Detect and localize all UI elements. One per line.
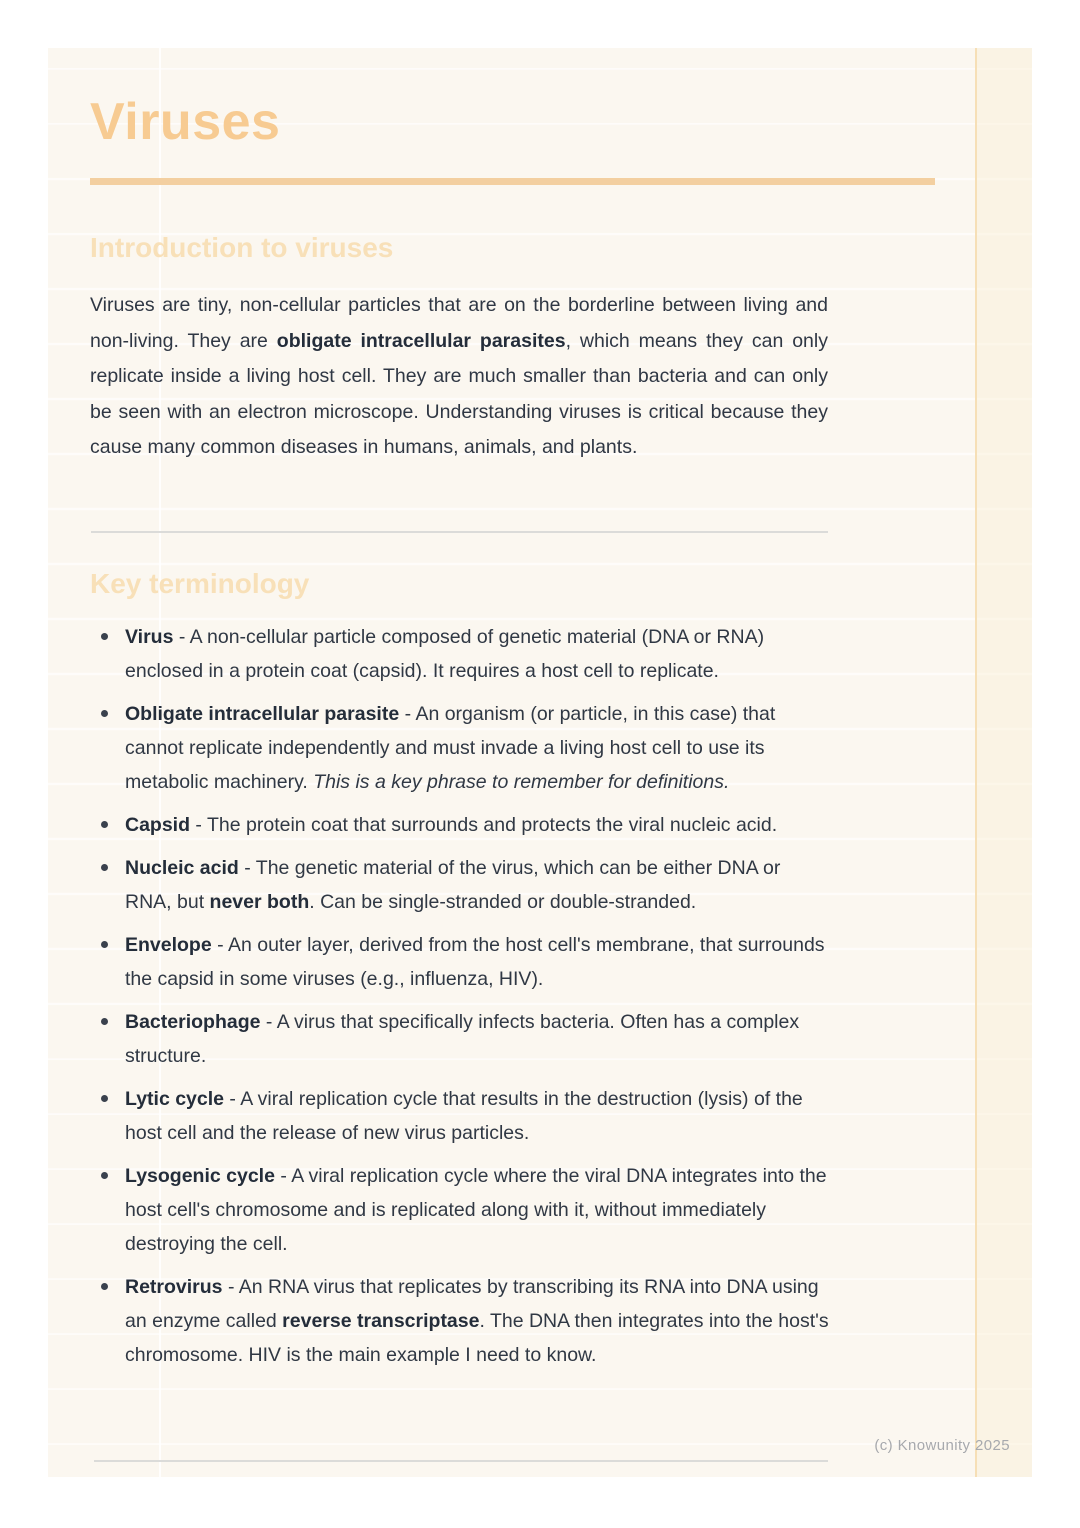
text-segment-bold: Envelope [125,934,212,956]
text-segment-bold: never both [209,891,310,913]
term-list-item [90,808,832,842]
text-segment-bold: Obligate intracellular parasite [125,703,400,725]
text-segment-normal: Viruses are tiny, non-cellular particles that are on the borderline between living and non-living. They are [90,294,828,352]
intro-paragraph [90,288,828,466]
text-segment-normal: - An outer layer, derived from the host cell's membrane, that surrounds the capsid in some viruses (e.g., influenza, HIV). [125,934,825,990]
text-segment-bold: Nucleic acid [125,857,239,879]
section-heading-introduction: Introduction to viruses [90,232,394,263]
page-title: Viruses [90,93,281,151]
text-segment-bold: Retrovirus [125,1276,223,1298]
term-list-item [90,851,832,919]
text-segment-normal: - An organism (or particle, in this case) that cannot replicate independently and must invade a living host cell to use its metabolic machinery. [125,703,776,793]
text-segment-bold: Lysogenic cycle [125,1165,275,1187]
text-segment-normal: - The protein coat that surrounds and protects the viral nucleic acid. [190,814,778,836]
title-underline-rule [90,178,935,185]
term-list-item [90,1082,832,1150]
text-segment-bold: obligate intracellular parasites [276,329,566,352]
text-segment-bold: Capsid [125,814,191,836]
text-segment-normal: - A non-cellular particle composed of genetic material (DNA or RNA) enclosed in a protein coat (capsid). It requires a host cell to replicate. [125,626,765,682]
text-segment-normal: - The genetic material of the virus, which can be either DNA or RNA, but [125,857,781,913]
text-segment-normal: . Can be single-stranded or double-stranded. [309,891,697,913]
text-segment-bold: Lytic cycle [125,1088,225,1110]
text-segment-normal: - A viral replication cycle that results in the destruction (lysis) of the host cell and the release of new virus particles. [125,1088,803,1144]
text-segment-normal: - A virus that specifically infects bacteria. Often has a complex structure. [125,1011,800,1067]
term-list-item [90,620,832,688]
text-segment-bold: Virus [125,626,174,648]
text-segment-normal: , which means they can only replicate inside a living host cell. They are much smaller than bacteria and can only be seen with an electron microscope. Understanding viruses is critical because they cause many common diseases in humans, animals, and plants. [90,329,828,458]
text-segment-normal: . The DNA then integrates into the host's chromosome. HIV is the main example I need to know. [125,1310,829,1366]
notebook-margin-strip [975,48,1032,1477]
term-list-item [90,1270,832,1372]
text-segment-normal: - An RNA virus that replicates by transcribing its RNA into DNA using an enzyme called [125,1276,819,1332]
section-divider [91,531,828,533]
bottom-divider [94,1460,828,1462]
term-list-item [90,697,832,799]
text-segment-bold: reverse transcriptase [282,1310,480,1332]
copyright-footer: (c) Knowunity 2025 [874,1437,1010,1454]
term-list-item [90,1159,832,1261]
text-segment-italic: This is a key phrase to remember for definitions. [313,771,730,793]
term-list-item [90,1005,832,1073]
section-heading-terminology: Key terminology [90,568,310,599]
term-list-item [90,928,832,996]
text-segment-normal: - A viral replication cycle where the viral DNA integrates into the host cell's chromosome and is replicated along with it, without immediately destroying the cell. [125,1165,827,1255]
terminology-list [90,620,832,1381]
text-segment-bold: Bacteriophage [125,1011,261,1033]
